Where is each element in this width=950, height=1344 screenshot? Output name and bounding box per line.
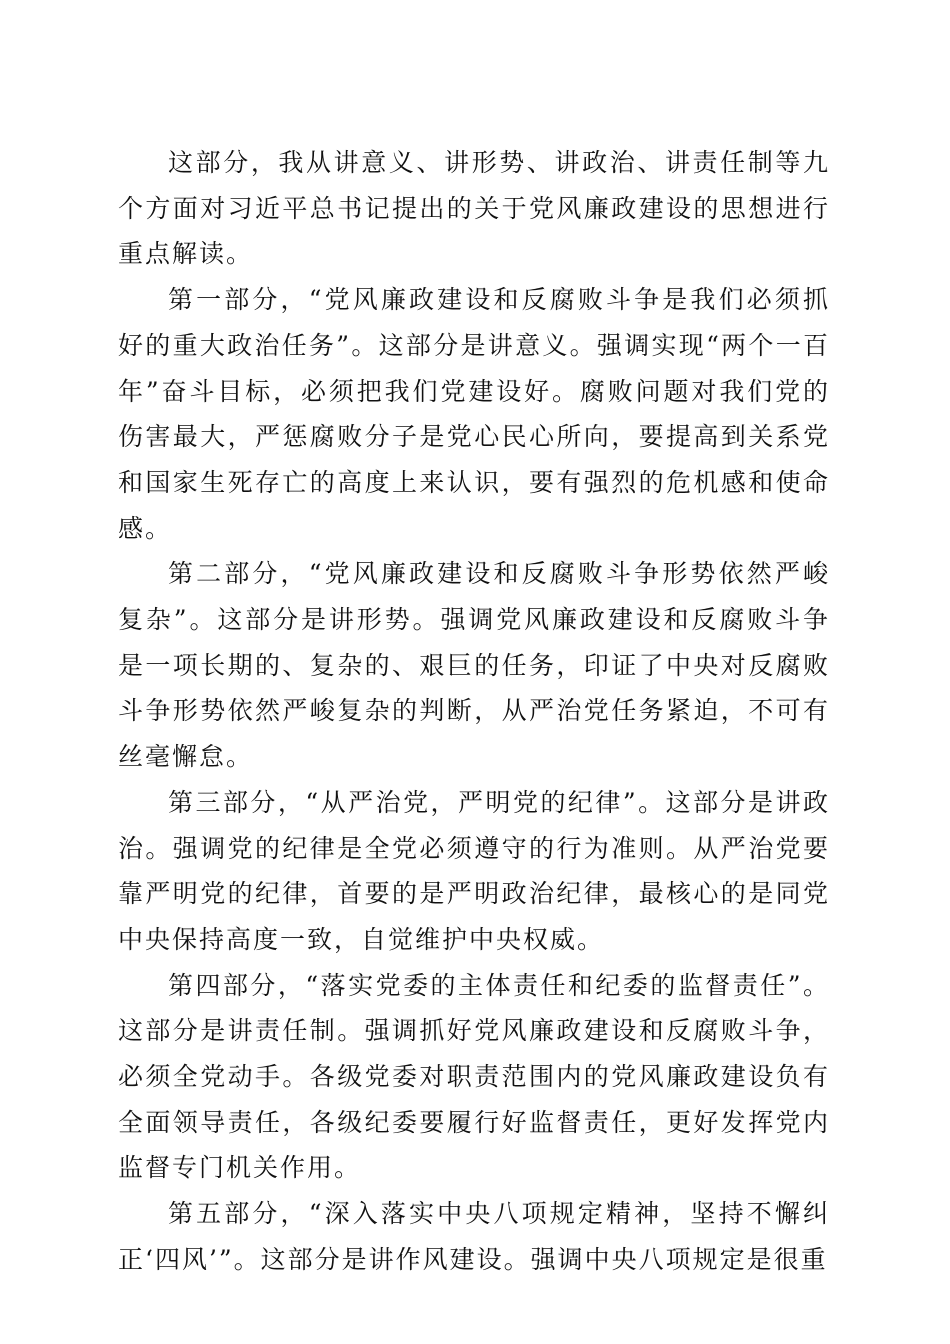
paragraph-part-three: 第三部分，“从严治党，严明党的纪律”。这部分是讲政治。强调党的纪律是全党必须遵守的行为准则。从严治党要靠严明党的纪律，首要的是严明政治纪律，最核心的是同党中央保持高度一致，自觉维护中央权威。 <box>118 787 830 954</box>
paragraph-part-two: 第二部分，“党风廉政建设和反腐败斗争形势依然严峻复杂”。这部分是讲形势。强调党风廉政建设和反腐败斗争是一项长期的、复杂的、艰巨的任务，印证了中央对反腐败斗争形势依然严峻复杂的判断，从严治党任务紧迫，不可有丝毫懈怠。 <box>118 559 830 772</box>
paragraph-part-five: 第五部分，“深入落实中央八项规定精神，坚持不懈纠正‘四风’”。这部分是讲作风建设。强调中央八项规定是很重 <box>118 1199 830 1274</box>
paragraph-part-four: 第四部分，“落实党委的主体责任和纪委的监督责任”。这部分是讲责任制。强调抓好党风廉政建设和反腐败斗争，必须全党动手。各级党委对职责范围内的党风廉政建设负有全面领导责任，各级纪委要履行好监督责任，更好发挥党内监督专门机关作用。 <box>118 970 830 1183</box>
paragraph-part-one: 第一部分，“党风廉政建设和反腐败斗争是我们必须抓好的重大政治任务”。这部分是讲意义。强调实现“两个一百年”奋斗目标，必须把我们党建设好。腐败问题对我们党的伤害最大，严惩腐败分子是党心民心所向，要提高到关系党和国家生死存亡的高度上来认识，要有强烈的危机感和使命感。 <box>118 285 830 543</box>
paragraph-intro: 这部分，我从讲意义、讲形势、讲政治、讲责任制等九个方面对习近平总书记提出的关于党风廉政建设的思想进行重点解读。 <box>118 148 830 269</box>
document-page <box>118 140 830 1283</box>
